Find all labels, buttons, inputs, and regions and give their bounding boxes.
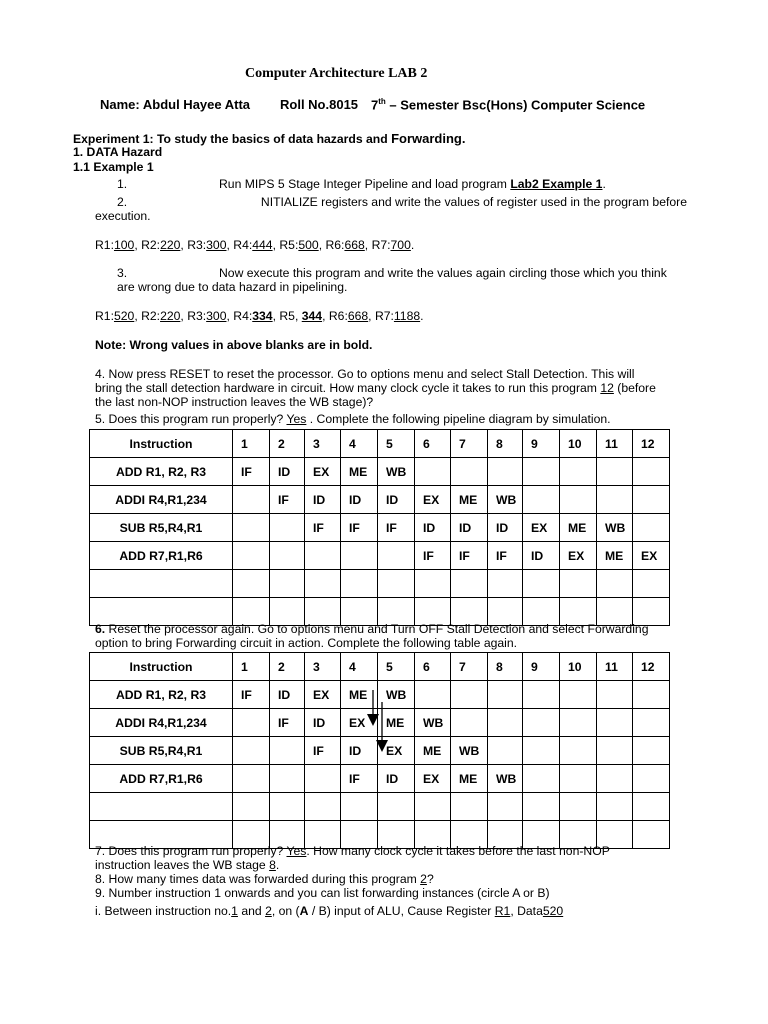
step9: 9. Number instruction 1 onwards and you can list forwarding instances (circle A or B) [95, 886, 550, 900]
roll-number: Roll No.8015 [280, 97, 359, 112]
stage-cell: IF [488, 542, 523, 570]
register-separator: , [134, 238, 142, 252]
cycle-column-header: 4 [341, 653, 378, 681]
stage-cell: EX [305, 458, 341, 486]
stage-cell: ID [341, 486, 378, 514]
stage-cell [560, 793, 597, 821]
stage-cell [305, 765, 341, 793]
step6-line2: option to bring Forwarding circuit in action. Complete the following table again. [95, 636, 518, 650]
experiment-heading-forwarding: Forwarding. [391, 131, 466, 146]
stage-cell [560, 458, 597, 486]
stage-cell: ID [451, 514, 488, 542]
stage-cell: EX [305, 681, 341, 709]
table-row [90, 458, 670, 486]
stage-cell [233, 570, 270, 598]
stage-cell [488, 793, 523, 821]
stage-cell [560, 570, 597, 598]
stage-cell: ME [560, 514, 597, 542]
step5 [95, 412, 611, 426]
stage-cell: EX [341, 709, 378, 737]
register-separator: , [272, 238, 280, 252]
stage-cell: ME [341, 681, 378, 709]
instruction-cell: ADD R1, R2, R3 [90, 681, 233, 709]
stage-cell [488, 737, 523, 765]
stage-cell: EX [415, 486, 451, 514]
stage-cell [597, 458, 633, 486]
stage-cell [597, 793, 633, 821]
cycle-column-header: 10 [560, 653, 597, 681]
stage-cell [633, 570, 670, 598]
stage-cell [597, 709, 633, 737]
stage-cell: WB [488, 765, 523, 793]
register-separator: , [364, 238, 372, 252]
stage-cell: EX [523, 514, 560, 542]
register-value: 100 [113, 238, 135, 252]
stage-cell: ID [270, 458, 305, 486]
register-label: R7: [371, 238, 391, 252]
stage-cell [560, 486, 597, 514]
subsection-heading: 1.1 Example 1 [73, 160, 154, 174]
table-header-row [90, 653, 670, 681]
register-label: R4: [233, 238, 253, 252]
register-value: 520 [113, 309, 135, 323]
step7-line1 [95, 844, 610, 858]
register-separator: . [410, 238, 415, 252]
stage-cell [633, 765, 670, 793]
section-heading: 1. DATA Hazard [73, 145, 163, 159]
stage-cell [415, 458, 451, 486]
stage-cell: IF [341, 765, 378, 793]
cycle-column-header: 1 [233, 653, 270, 681]
cycle-column-header: 8 [488, 430, 523, 458]
step7-answer-runs: Yes [286, 844, 307, 858]
stage-cell [523, 458, 560, 486]
step5-question: 5. Does this program run properly? [95, 412, 287, 426]
register-separator: , [226, 309, 234, 323]
stage-cell [451, 681, 488, 709]
step8 [95, 872, 434, 886]
register-label: R1: [95, 238, 114, 252]
stage-cell: ME [378, 709, 415, 737]
step7-answer-cycles: 8 [269, 858, 276, 872]
step7-question-end: instruction leaves the WB stage [95, 858, 270, 872]
program-name: Lab2 Example 1 [510, 177, 603, 191]
step7-end: . [275, 858, 280, 872]
stage-cell [233, 542, 270, 570]
stage-cell: IF [415, 542, 451, 570]
stage-cell [633, 821, 670, 849]
cycle-column-header: 5 [378, 653, 415, 681]
instance-text-a: i. Between instruction no. [95, 904, 232, 918]
instruction-cell: ADDI R4,R1,234 [90, 709, 233, 737]
stage-cell: IF [341, 514, 378, 542]
semester-program: – Semester Bsc(Hons) Computer Science [385, 97, 646, 113]
step8-answer: 2 [420, 872, 427, 886]
register-label: R5, [279, 309, 302, 323]
register-separator: , [322, 309, 329, 323]
instruction-cell: SUB R5,R4,R1 [90, 737, 233, 765]
stage-cell: ID [305, 486, 341, 514]
stage-cell [415, 793, 451, 821]
step4-answer: 12 [600, 381, 614, 395]
semester [371, 97, 645, 112]
step1-end: . [602, 177, 606, 191]
stage-cell [305, 793, 341, 821]
instance-data: 520 [542, 904, 564, 918]
stage-cell: IF [270, 486, 305, 514]
forwarding-instance-1 [95, 904, 563, 918]
stage-cell [341, 570, 378, 598]
register-label: R6: [325, 238, 345, 252]
register-value: 300 [206, 238, 227, 252]
stage-cell [270, 570, 305, 598]
cycle-column-header: 11 [597, 653, 633, 681]
instruction-cell: ADD R7,R1,R6 [90, 542, 233, 570]
step6-number: 6. [95, 622, 106, 636]
stage-cell: WB [451, 737, 488, 765]
instruction-column-header: Instruction [90, 430, 233, 458]
instance-text-d: / B) input of ALU, Cause Register [308, 904, 495, 918]
step4-question-end: (before [613, 381, 656, 395]
student-name: Name: Abdul Hayee Atta [100, 97, 251, 112]
stall-detection-pipeline-table [89, 429, 670, 626]
register-value: 334 [252, 309, 273, 323]
stage-cell [633, 486, 670, 514]
step3-text: Now execute this program and write the values again circling those which you think [219, 266, 667, 280]
register-label: R6: [328, 309, 348, 323]
stage-cell [415, 681, 451, 709]
instruction-cell: ADD R1, R2, R3 [90, 458, 233, 486]
stage-cell: EX [633, 542, 670, 570]
stage-cell [233, 737, 270, 765]
stage-cell [523, 570, 560, 598]
forwarding-arrow-2 [374, 702, 390, 754]
register-separator: , [226, 238, 234, 252]
stage-cell: EX [378, 737, 415, 765]
stage-cell [523, 793, 560, 821]
stage-cell [523, 681, 560, 709]
stage-cell: ME [451, 486, 488, 514]
stage-cell [270, 542, 305, 570]
step4-line3: the last non-NOP instruction leaves the WB stage)? [95, 395, 374, 409]
step6-text: Reset the processor again. Go to options menu and Turn OFF Stall Detection and select Forwarding [105, 622, 649, 636]
register-label: R2: [141, 238, 161, 252]
stage-cell [233, 709, 270, 737]
stage-cell: ME [341, 458, 378, 486]
register-value: 668 [344, 238, 365, 252]
cycle-column-header: 5 [378, 430, 415, 458]
bold-values-note: Note: Wrong values in above blanks are in bold. [95, 338, 373, 352]
step7-line2 [95, 858, 279, 872]
register-label: R2: [141, 309, 161, 323]
register-value: 220 [160, 309, 181, 323]
stage-cell: ID [488, 514, 523, 542]
step3-continuation: are wrong due to data hazard in pipelining. [117, 280, 348, 294]
step8-end: ? [426, 872, 434, 886]
stage-cell [233, 514, 270, 542]
register-value: 668 [347, 309, 369, 323]
cycle-column-header: 7 [451, 653, 488, 681]
stage-cell [560, 709, 597, 737]
cycle-column-header: 2 [270, 653, 305, 681]
stage-cell [523, 486, 560, 514]
register-separator: , [134, 309, 142, 323]
cycle-column-header: 7 [451, 430, 488, 458]
stage-cell [597, 737, 633, 765]
stage-cell [378, 570, 415, 598]
step4-line1: 4. Now press RESET to reset the processor. Go to options menu and select Stall Detection. This will [95, 367, 635, 381]
cycle-column-header: 8 [488, 653, 523, 681]
stage-cell [597, 765, 633, 793]
stage-cell: WB [378, 458, 415, 486]
instruction-cell: ADD R7,R1,R6 [90, 765, 233, 793]
instance-text-c: , on ( [271, 904, 300, 918]
register-label: R7: [374, 309, 394, 323]
stage-cell [270, 737, 305, 765]
register-value: 500 [298, 238, 319, 252]
stage-cell: IF [233, 458, 270, 486]
stage-cell: ID [378, 486, 415, 514]
cycle-column-header: 4 [341, 430, 378, 458]
register-value: 300 [206, 309, 227, 323]
register-value: 1188 [393, 309, 421, 323]
register-value: 700 [390, 238, 411, 252]
stage-cell: IF [451, 542, 488, 570]
stage-cell [597, 486, 633, 514]
table-row [90, 570, 670, 598]
instance-text-b: and [237, 904, 266, 918]
semester-number: 7 [371, 97, 379, 113]
step1-instruction: Run MIPS 5 Stage Integer Pipeline and load program [219, 177, 511, 191]
instance-register: R1 [494, 904, 511, 918]
register-label: R3: [187, 309, 207, 323]
step6-line1 [95, 622, 648, 636]
step1-text [219, 177, 606, 191]
stage-cell [305, 542, 341, 570]
cycle-column-header: 6 [415, 430, 451, 458]
instruction-cell [90, 793, 233, 821]
instance-text-e: , Data [510, 904, 543, 918]
stage-cell: EX [415, 765, 451, 793]
stage-cell [523, 737, 560, 765]
step3-number: 3. [117, 266, 128, 280]
table-row [90, 514, 670, 542]
instruction-column-header: Instruction [90, 653, 233, 681]
experiment-heading-text: Experiment 1: To study the basics of data hazards and [73, 132, 392, 146]
step7-question-cont: . How many clock cycle it takes before the last non-NOP [306, 844, 610, 858]
stage-cell: ID [415, 514, 451, 542]
experiment-heading [73, 131, 465, 146]
step2-text: NITIALIZE registers and write the values of register used in the program before [260, 195, 687, 209]
instruction-cell [90, 570, 233, 598]
stage-cell [523, 765, 560, 793]
stage-cell: ME [415, 737, 451, 765]
register-separator: . [420, 309, 424, 323]
stage-cell [233, 486, 270, 514]
stage-cell: ME [597, 542, 633, 570]
instance-input-a: A [299, 904, 309, 918]
cycle-column-header: 2 [270, 430, 305, 458]
cycle-column-header: 1 [233, 430, 270, 458]
register-separator: , [318, 238, 326, 252]
register-separator: , [180, 309, 188, 323]
stage-cell: IF [305, 737, 341, 765]
semester-suffix: th [378, 97, 386, 106]
instance-instr-from: 1 [231, 904, 238, 918]
initial-register-values [95, 238, 414, 252]
stage-cell [560, 681, 597, 709]
register-value: 220 [160, 238, 181, 252]
step4-line2 [95, 381, 656, 395]
stage-cell: IF [270, 709, 305, 737]
step5-instruction: . Complete the following pipeline diagram by simulation. [306, 412, 611, 426]
stage-cell: EX [560, 542, 597, 570]
stage-cell [451, 709, 488, 737]
register-label: R3: [187, 238, 207, 252]
stage-cell [378, 793, 415, 821]
page-title: Computer Architecture LAB 2 [245, 66, 428, 81]
stage-cell [341, 542, 378, 570]
stage-cell [270, 765, 305, 793]
stage-cell: WB [488, 486, 523, 514]
stage-cell: ME [451, 765, 488, 793]
step2-number: 2. [117, 195, 128, 209]
stage-cell [488, 681, 523, 709]
instruction-cell: ADDI R4,R1,234 [90, 486, 233, 514]
stage-cell [633, 737, 670, 765]
cycle-column-header: 12 [633, 653, 670, 681]
stage-cell [270, 514, 305, 542]
step4-question: bring the stall detection hardware in circuit. How many clock cycle it takes to run this program [95, 381, 601, 395]
cycle-column-header: 3 [305, 430, 341, 458]
cycle-column-header: 12 [633, 430, 670, 458]
stage-cell [633, 681, 670, 709]
stage-cell [523, 709, 560, 737]
step8-question: 8. How many times data was forwarded during this program [95, 872, 421, 886]
instruction-cell: SUB R5,R4,R1 [90, 514, 233, 542]
stage-cell: ID [378, 765, 415, 793]
stage-cell [451, 458, 488, 486]
stage-cell [633, 793, 670, 821]
register-separator: , [368, 309, 375, 323]
stage-cell [378, 542, 415, 570]
cycle-column-header: 9 [523, 653, 560, 681]
table-row [90, 793, 670, 821]
stage-cell: IF [378, 514, 415, 542]
stage-cell [560, 737, 597, 765]
after-register-values [95, 309, 424, 323]
step7-question: 7. Does this program run properly? [95, 844, 287, 858]
stage-cell [305, 570, 341, 598]
stage-cell: ID [270, 681, 305, 709]
register-value: 344 [301, 309, 323, 323]
step5-answer: Yes [286, 412, 307, 426]
register-label: R1: [95, 309, 114, 323]
register-label: R5: [279, 238, 299, 252]
stage-cell: ID [523, 542, 560, 570]
stage-cell [233, 765, 270, 793]
table-row [90, 765, 670, 793]
stage-cell [341, 793, 378, 821]
cycle-column-header: 10 [560, 430, 597, 458]
stage-cell [451, 570, 488, 598]
stage-cell [488, 570, 523, 598]
stage-cell [560, 765, 597, 793]
cycle-column-header: 11 [597, 430, 633, 458]
cycle-column-header: 6 [415, 653, 451, 681]
stage-cell [633, 709, 670, 737]
register-value: 444 [252, 238, 273, 252]
register-separator: , [272, 309, 280, 323]
cycle-column-header: 9 [523, 430, 560, 458]
table-row [90, 542, 670, 570]
cycle-column-header: 3 [305, 653, 341, 681]
stage-cell [233, 793, 270, 821]
table-header-row [90, 430, 670, 458]
stage-cell [415, 570, 451, 598]
step2-continuation: execution. [95, 209, 151, 223]
stage-cell [633, 514, 670, 542]
stage-cell: IF [305, 514, 341, 542]
stage-cell: WB [597, 514, 633, 542]
stage-cell [451, 793, 488, 821]
register-separator: , [180, 238, 188, 252]
stage-cell: WB [415, 709, 451, 737]
instance-instr-to: 2 [265, 904, 272, 918]
stage-cell [488, 709, 523, 737]
step1-number: 1. [117, 177, 128, 191]
table-row [90, 486, 670, 514]
stage-cell: ID [305, 709, 341, 737]
stage-cell: IF [233, 681, 270, 709]
register-label: R4: [233, 309, 253, 323]
stage-cell [488, 458, 523, 486]
stage-cell: WB [378, 681, 415, 709]
stage-cell [597, 570, 633, 598]
stage-cell: ID [341, 737, 378, 765]
stage-cell [270, 793, 305, 821]
stage-cell [597, 681, 633, 709]
stage-cell [633, 458, 670, 486]
